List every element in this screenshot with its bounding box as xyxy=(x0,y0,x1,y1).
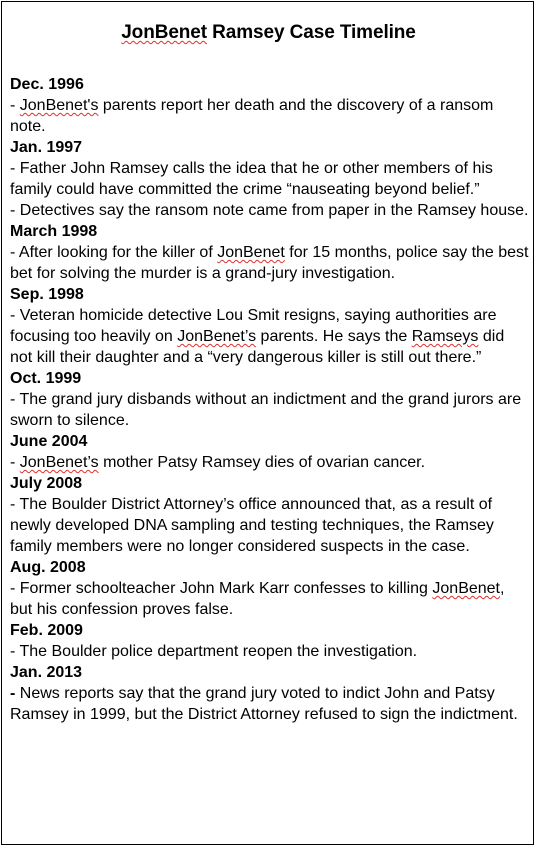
timeline-entry xyxy=(10,662,530,725)
timeline-entry xyxy=(10,368,530,431)
entry-date: July 2008 xyxy=(10,475,83,492)
entry-text: - Detectives say the ransom note came from paper in the Ramsey house. xyxy=(10,202,529,219)
entry-date: Jan. 2013 xyxy=(10,664,83,681)
title-misspelled-word: JonBenet xyxy=(121,22,207,43)
entry-text: - News reports say that the grand jury voted to indict John and Patsy Ramsey in 1999, but the District Attorney refused to sign the indictment. xyxy=(10,685,518,723)
entry-date: Oct. 1999 xyxy=(10,370,82,387)
entry-date: March 1998 xyxy=(10,223,98,240)
entry-date: Feb. 2009 xyxy=(10,622,83,639)
entry-date: Dec. 1996 xyxy=(10,76,84,93)
page-title: JonBenet Ramsey Case Timeline xyxy=(121,22,416,43)
entry-text: - JonBenet’s mother Patsy Ramsey dies of ovarian cancer. xyxy=(10,454,426,471)
timeline-entry xyxy=(10,284,530,368)
entry-text: - Father John Ramsey calls the idea that he or other members of his family could have committed the crime “nauseating beyond belief.” xyxy=(10,160,493,198)
entry-text: - Veteran homicide detective Lou Smit resigns, saying authorities are focusing too heavily on JonBenet’s parents. He says the Ramseys did not kill their daughter and a “very dangerous killer is still out there.” xyxy=(10,307,505,366)
entry-text: - The Boulder police department reopen the investigation. xyxy=(10,643,418,660)
entry-text: - The Boulder District Attorney’s office announced that, as a result of newly developed DNA sampling and testing techniques, the Ramsey family members were no longer considered suspects in the case. xyxy=(10,496,494,555)
timeline-entry xyxy=(10,473,530,557)
timeline xyxy=(10,74,530,725)
timeline-entry xyxy=(10,221,530,284)
entry-text: - The grand jury disbands without an indictment and the grand jurors are sworn to silence. xyxy=(10,391,522,429)
timeline-entry xyxy=(10,137,530,221)
timeline-entry xyxy=(10,431,530,473)
entry-date: Jan. 1997 xyxy=(10,139,83,156)
entry-text: - After looking for the killer of JonBenet for 15 months, police say the best bet for solving the murder is a grand-jury investigation. xyxy=(10,244,529,282)
timeline-entry xyxy=(10,620,530,662)
entry-date: June 2004 xyxy=(10,433,88,450)
entry-date: Aug. 2008 xyxy=(10,559,86,576)
timeline-entry xyxy=(10,557,530,620)
entry-text: - Former schoolteacher John Mark Karr confesses to killing JonBenet, but his confession proves false. xyxy=(10,580,505,618)
timeline-entry xyxy=(10,74,530,137)
entry-text: - JonBenet's parents report her death and the discovery of a ransom note. xyxy=(10,97,494,135)
entry-date: Sep. 1998 xyxy=(10,286,84,303)
